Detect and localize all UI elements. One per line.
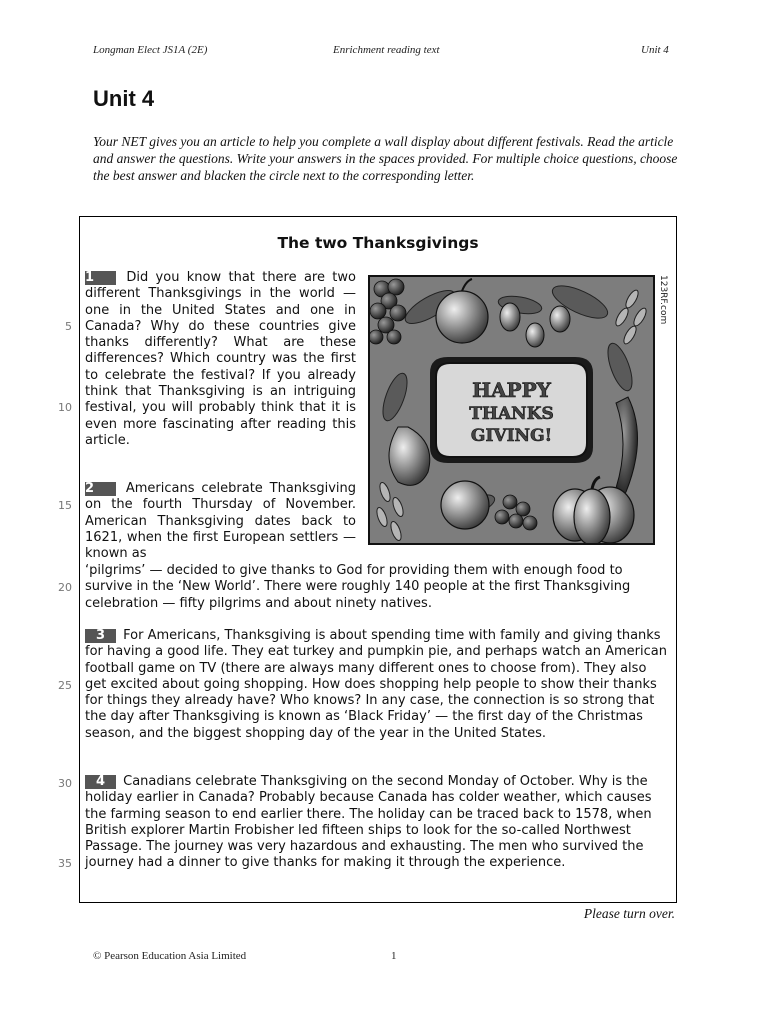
header-section: Enrichment reading text <box>333 44 440 56</box>
line-number: 25 <box>58 679 72 692</box>
paragraph-2-continued: ‘pilgrims’ — decided to give thanks to God for providing them with enough food to survive in the ‘New World’. There were roughly 140 people at the first Thanksgiving celebration — fifty pilgrims and about ninety natives. <box>85 563 631 611</box>
paragraph-1 <box>85 270 356 449</box>
paragraph-4 <box>85 774 670 872</box>
paragraph-3 <box>85 628 670 742</box>
thanksgiving-illustration <box>368 275 655 545</box>
instructions: Your NET gives you an article to help you complete a wall display about different festivals. Read the article and answer the questions. Write your answers in the spaces provided. For multiple choice questions, choose the best answer and blacken the circle next to the corresponding letter. <box>93 134 678 183</box>
paragraph-number: 2 <box>85 482 116 496</box>
header-unit: Unit 4 <box>641 44 669 56</box>
line-number: 5 <box>65 320 72 333</box>
paragraph-2-start <box>85 481 356 562</box>
image-credit: 123RF.com <box>658 275 668 325</box>
paragraph-text: Did you know that there are two different Thanksgivings in the world — one in the United States and one in Canada? Why do these countries give thanks differently? What are these differences? Which country was the first to celebrate the festival? If you already think that Thanksgiving is an intriguing festival, you will probably think that it is even more fascinating after reading this article. <box>85 270 356 448</box>
paragraph-number: 1 <box>85 271 116 285</box>
paragraph-text: Americans celebrate Thanksgiving on the fourth Thursday of November. American Thanksgiving dates back to 1621, when the first European settlers — known as <box>85 481 356 562</box>
line-number: 10 <box>58 401 72 414</box>
paragraph-text: Canadians celebrate Thanksgiving on the second Monday of October. Why is the holiday earlier in Canada? Probably because Canada has colder weather, which causes the farming season to end earlier there. The holiday can be traced back to 1578, when British explorer Martin Frobisher led fifteen ships to look for the so-called Northwest Passage. The journey was very hazardous and exhausting. The men who survived the journey had a dinner to give thanks for making it through the experience. <box>85 774 652 871</box>
unit-title: Unit 4 <box>93 86 155 111</box>
line-number: 35 <box>58 857 72 870</box>
paragraph-text: For Americans, Thanksgiving is about spending time with family and giving thanks for having a good life. They eat turkey and pumpkin pie, and perhaps watch an American football game on TV (there are always many different ones to choose from). They also get excited about going shopping. How does shopping help people to show their thanks for things they already have? Who knows? In any case, the connection is so strong that the day after Thanksgiving is known as ‘Black Friday’ — the first day of the Christmas season, and the biggest shopping day of the year in the United States. <box>85 628 667 741</box>
banner-line-1: HAPPY <box>472 378 551 402</box>
line-number: 15 <box>58 499 72 512</box>
turn-over-note: Please turn over. <box>583 906 675 921</box>
banner-line-2: THANKS <box>469 404 554 424</box>
banner-text <box>469 378 554 446</box>
line-number: 30 <box>58 777 72 790</box>
paragraph-number: 4 <box>85 775 116 789</box>
article-title: The two Thanksgivings <box>277 234 479 252</box>
footer-copyright: © Pearson Education Asia Limited <box>93 950 247 962</box>
banner-line-3: GIVING! <box>470 426 553 446</box>
page-number: 1 <box>391 950 397 962</box>
line-number: 20 <box>58 581 72 594</box>
header-course: Longman Elect JS1A (2E) <box>93 44 208 56</box>
paragraph-number: 3 <box>85 629 116 643</box>
